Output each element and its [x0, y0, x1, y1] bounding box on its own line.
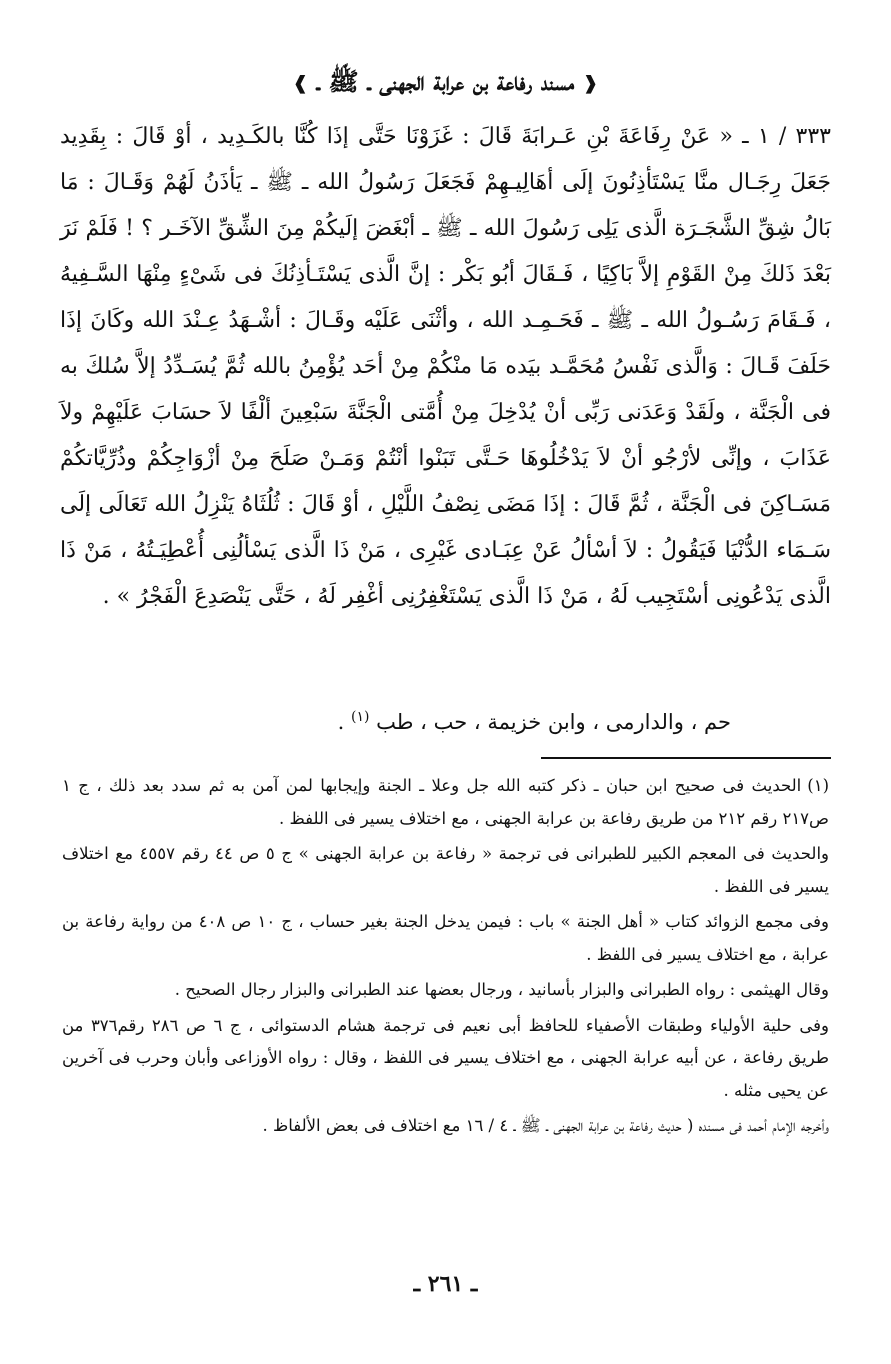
- footnote-reference[interactable]: (١): [351, 709, 370, 725]
- sources-end: .: [337, 710, 345, 734]
- hadith-text: ٣٣٣ / ١ ـ « عَنْ رِفَاعَةَ بْنِ عَـرابَةَ قَالَ : غَزَوْنَا حَتَّى إذَا كُنَّا بالكَـدِيد ، أوْ قَالَ : بِقَدِيد جَعَلَ رِجَـال منَّا يَسْتَأذِنُونَ إلَى أهَالِيـهِمْ فَجَعَلَ رَسُولُ الله ـ ﷺ ـ يَأذَنُ لَهُمْ وَقَـالَ : مَا بَالُ شِقِّ الشَّجَـرَة الَّذى يَلِى رَسُولَ الله ـ ﷺ ـ أبْغَضَ إلَيكُمْ مِنَ الشِّقِّ الآخَـر ؟ ! فَلَمْ نَرَ بَعْدَ ذَلكَ مِنْ القَوْمِ إلاَّ بَاكِيًا ، فَـقَالَ أبُو بَكْر : إنَّ الَّذى يَسْتَـأذِنُكَ فى شَىْءٍ مِنْهَا السَّـفِيهُ ، فَـقَامَ رَسُـولُ الله ـ ﷺ ـ فَحَـمِـد الله ، وأثْنَى عَلَيْه وقَـالَ : أشْـهَدُ عِـنْدَ الله وكَانَ إذَا حَلَفَ قَـالَ : وَالَّذى نَفْسُ مُحَمَّـد بيَده مَا منْكُمْ مِنْ أحَد يُؤْمِنُ بالله ثُمَّ يُسَـدِّدُ إلاَّ سُلكَ به فى الْجَنَّة ، ولَقَدْ وَعَدَنى رَبِّى أنْ يُدْخِلَ مِنْ أُمَّتى الْجَنَّةَ سَبْعِينَ ألْفًا لاَ حسَابَ عَلَيْهِمْ ولاَ عَذَابَ ، وإنِّى لأرْجُو أنْ لاَ يَدْخُلُوهَا حَـتَّى تَبَنْوا أنْتُمْ وَمَـنْ صَلَحَ مِنْ أزْوَاجِكُمْ وذُرِّيَّاتكُمْ مَسَـاكِنَ فى الْجَنَّة ، ثُمَّ قَالَ : إذَا مَضَى نِصْفُ اللَّيْلِ ، أوْ قَالَ : ثُلُثَاهُ يَنْزِلُ الله تَعَالَى إلَى سَـمَاء الدُّنْيَا فَيَقُولُ : لاَ أسْألُ عَنْ عِبَـادى غَيْرِى ، مَنْ ذَا الَّذى يَسْألُنِى أُعْطِيَـتُهُ ، مَنْ ذَا الَّذى يَدْعُونِى أسْتَجِيب لَهُ ، مَنْ ذَا الَّذى يَسْتَغْفِرُنِى أغْفِر لَهُ ، حَتَّى يَنْصَدِعَ الْفَجْرُ » .: [60, 124, 831, 609]
- header-title: مسند رفاعة بن عرابة الجهنى ـ: [367, 67, 575, 96]
- footnote-4: [62, 974, 829, 1007]
- footnote-text: الحديث فى صحيح ابن حبان ـ ذكر كتبه الله جل وعلا ـ الجنة وإيجابها لمن آمن به ثم سدد بعد ذلك ، ج ١ ص٢١٧ رقم ٢١٢ من طريق رفاعة بن عرابة الجهنى ، مع اختلاف يسير فى اللفظ .: [62, 776, 829, 828]
- header-honorific: ﷺ: [328, 67, 359, 96]
- page-number: ـ ٢٦١ ـ: [413, 1271, 478, 1297]
- footnote-6: [62, 1110, 829, 1143]
- footnote-marker: (١): [807, 776, 829, 795]
- footnotes-section: [62, 770, 829, 1146]
- footnote-5: [62, 1010, 829, 1108]
- sources-list: حم ، والدارمى ، وابن خزيمة ، حب ، طب: [376, 710, 731, 734]
- hadith-body: [60, 114, 831, 620]
- footnote-text: والحديث فى المعجم الكبير للطبرانى فى ترجمة « رفاعة بن عرابة الجهنى » ج ٥ ص ٤٤ رقم ٤٥٥٧ مع اختلاف يسير فى اللفظ .: [62, 844, 830, 896]
- header-ornament-right: ❰: [583, 72, 599, 94]
- footnote-text: وقال الهيثمى : رواه الطبرانى والبزار بأسانيد ، ورجال بعضها عند الطبرانى والبزار رجال الصحيح .: [174, 980, 829, 999]
- hadith-sources: [80, 697, 731, 742]
- footnote-3: [62, 906, 829, 971]
- footnote-1: [62, 770, 829, 835]
- footnote-divider: [541, 757, 831, 759]
- footnote-text: وفى حلية الأولياء وطبقات الأصفياء للحافظ أبى نعيم فى ترجمة هشام الدستوائى ، ج ٦ ص ٢٨٦ رقم٣٧٦ من طريق رفاعة ، عن أبيه عرابة الجهنى ، مع اختلاف يسير فى اللفظ ، وقال : رواه الأوزاعى وأبان وحرب فى آخرين عن يحيى مثله .: [62, 1015, 829, 1100]
- page-header: [80, 62, 811, 104]
- header-ornament-left: ❱: [292, 72, 308, 94]
- footnote-2: [62, 838, 829, 903]
- footnote-text: وفى مجمع الزوائد كتاب « أهل الجنة » باب : فيمن يدخل الجنة بغير حساب ، ج ١٠ ص ٤٠٨ من رواية رفاعة بن عرابة ، مع اختلاف يسير فى اللفظ .: [62, 912, 829, 964]
- footnote-text: وأخرجه الإمام أحمد فى مسنده ( حديث رفاعة بن عرابة الجهنى ـ ﷺ ـ ٤ / ١٦ مع اختلاف فى بعض الألفاظ .: [262, 1116, 829, 1135]
- header-dash: ـ: [316, 67, 320, 96]
